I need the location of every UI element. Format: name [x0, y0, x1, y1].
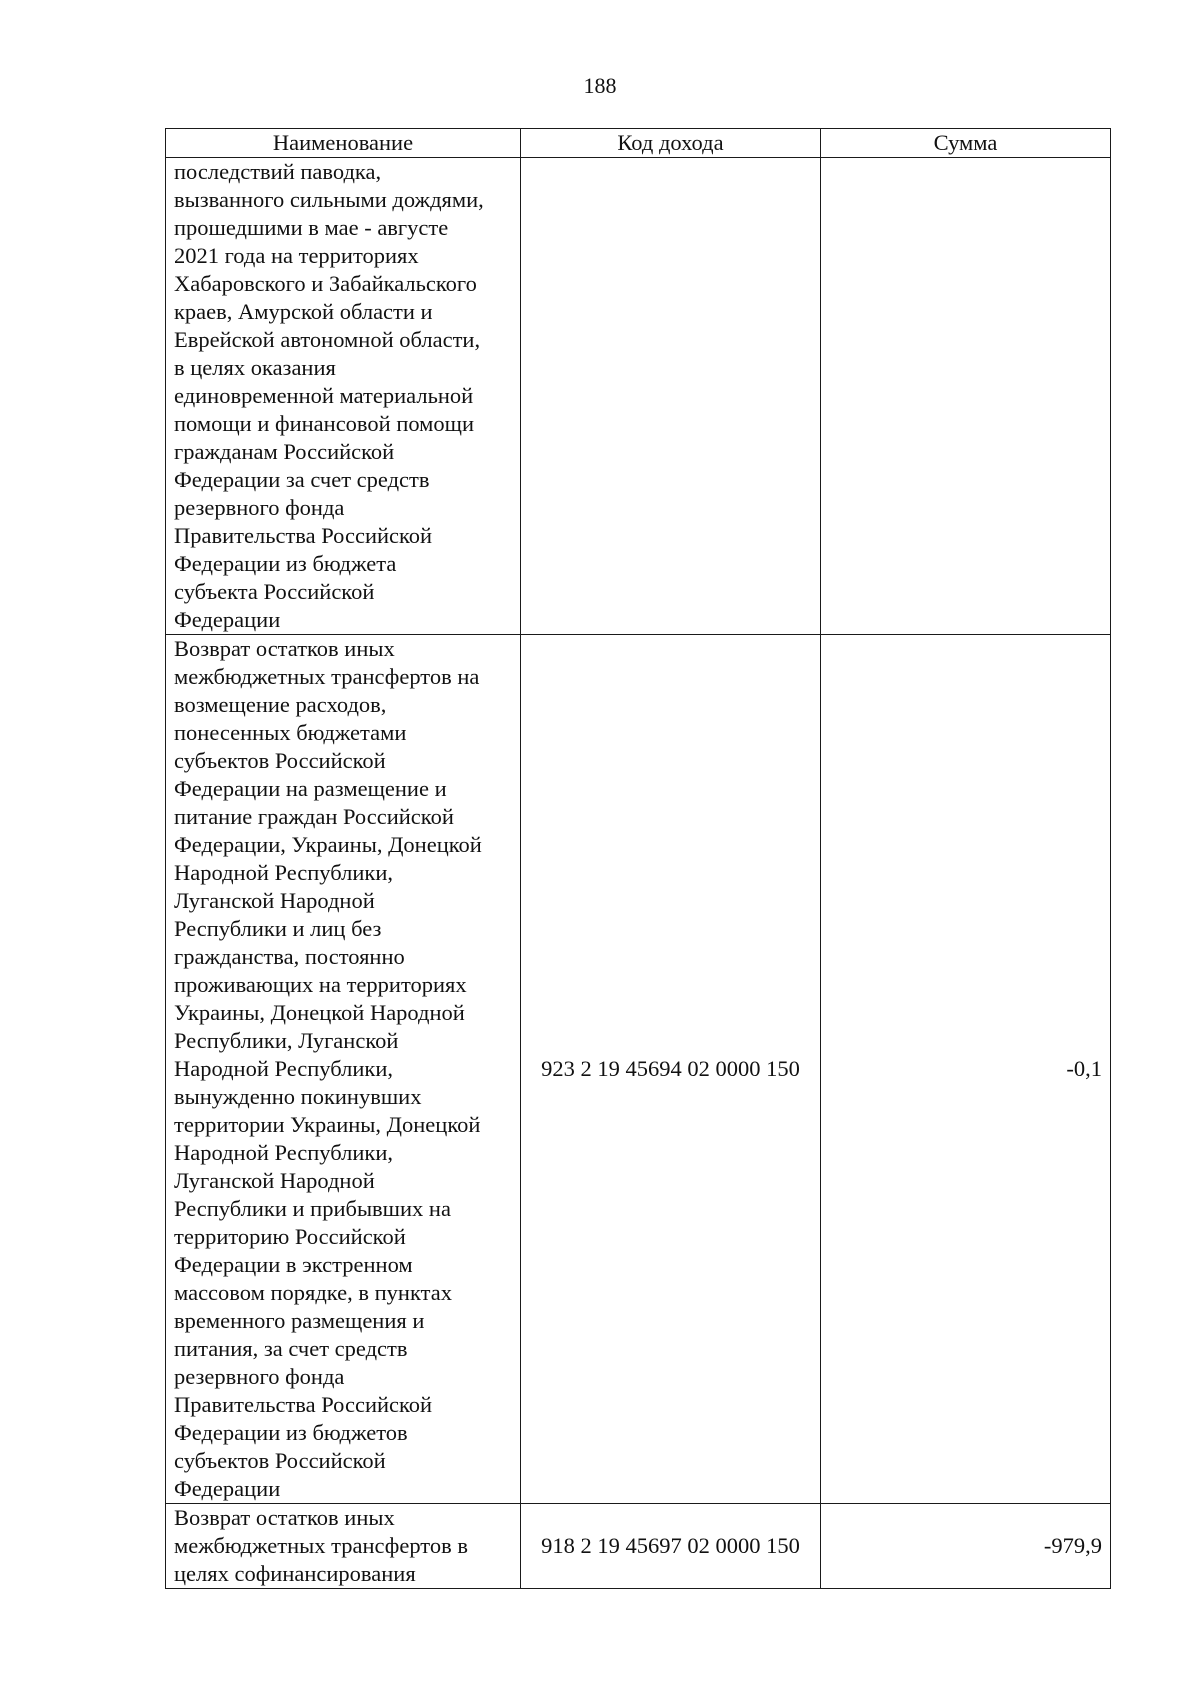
revenue-table	[165, 128, 1111, 1589]
header-name: Наименование	[166, 129, 521, 158]
row-sum-cell: -0,1	[821, 635, 1111, 1504]
header-code: Код дохода	[521, 129, 821, 158]
row-name-cell: Возврат остатков иных межбюджетных трансфертов в целях софинансирования	[166, 1504, 521, 1589]
table-row	[166, 1504, 1111, 1589]
row-code-cell	[521, 158, 821, 635]
row-name-cell: Возврат остатков иных межбюджетных трансфертов на возмещение расходов, понесенных бюджетами субъектов Российской Федерации на размещение и питание граждан Российской Федерации, Украины, Донецкой Народной Республики, Луганской Народной Республики и лиц без гражданства, постоянно проживающих на территориях Украины, Донецкой Народной Республики, Луганской Народной Республики, вынужденно покинувших территории Украины, Донецкой Народной Республики, Луганской Народной Республики и прибывших на территорию Российской Федерации в экстренном массовом порядке, в пунктах временного размещения и питания, за счет средств резервного фонда Правительства Российской Федерации из бюджетов субъектов Российской Федерации	[166, 635, 521, 1504]
table-row	[166, 158, 1111, 635]
table-header-row	[166, 129, 1111, 158]
row-sum-cell	[821, 158, 1111, 635]
table-row	[166, 635, 1111, 1504]
row-name-cell: последствий паводка, вызванного сильными дождями, прошедшими в мае - августе 2021 года на территориях Хабаровского и Забайкальского краев, Амурской области и Еврейской автономной области, в целях оказания единовременной материальной помощи и финансовой помощи гражданам Российской Федерации за счет средств резервного фонда Правительства Российской Федерации из бюджета субъекта Российской Федерации	[166, 158, 521, 635]
page-number: 188	[583, 73, 617, 98]
row-code-cell: 923 2 19 45694 02 0000 150	[521, 635, 821, 1504]
row-sum-cell: -979,9	[821, 1504, 1111, 1589]
row-code-cell: 918 2 19 45697 02 0000 150	[521, 1504, 821, 1589]
header-sum: Сумма	[821, 129, 1111, 158]
